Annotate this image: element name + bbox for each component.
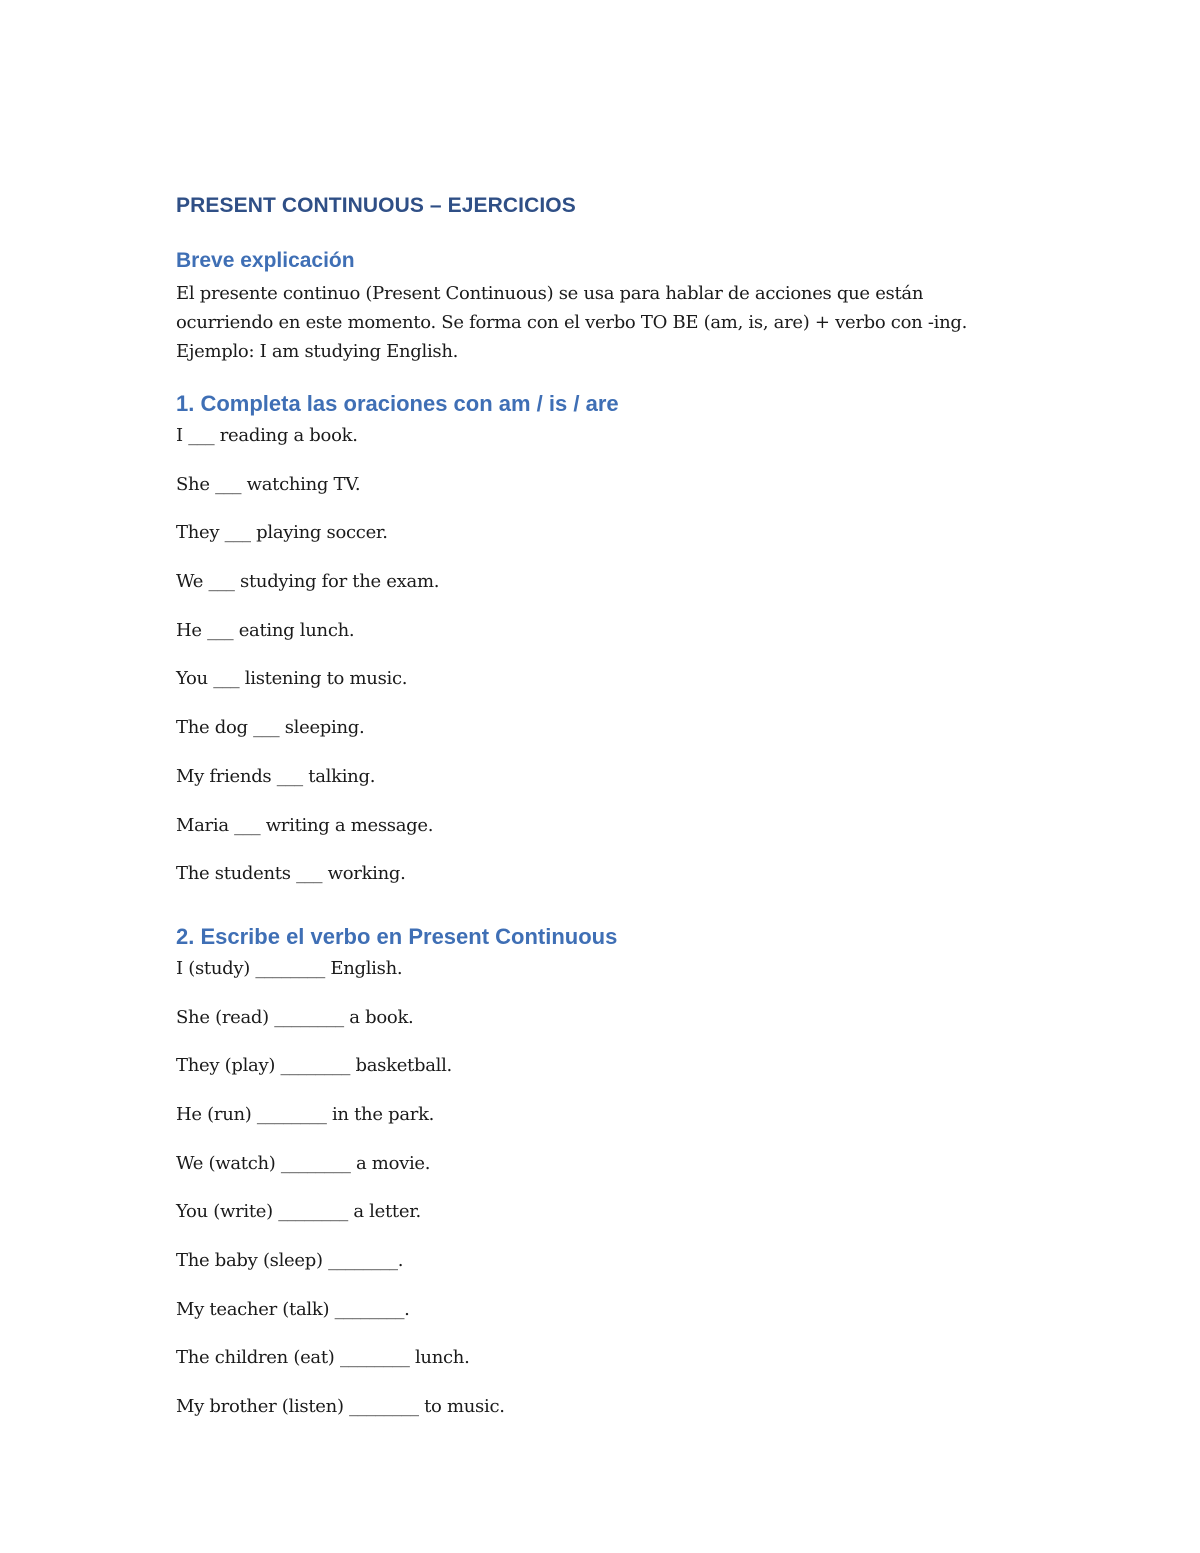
exercise-item: My friends ___ talking. — [176, 765, 376, 787]
intro-line: Ejemplo: I am studying English. — [176, 341, 459, 362]
exercise-item: The children (eat) ________ lunch. — [176, 1347, 470, 1369]
section-1-heading: 1. Completa las oraciones con am / is / are — [176, 391, 619, 416]
intro-line: ocurriendo en este momento. Se forma con el verbo TO BE (am, is, are) + verbo con -ing. — [176, 312, 968, 333]
document-page — [176, 190, 1006, 1440]
section-2-heading: 2. Escribe el verbo en Present Continuous — [176, 923, 618, 949]
section-1-list — [176, 420, 1006, 907]
intro-paragraph — [176, 279, 1006, 366]
exercise-item: They (play) ________ basketball. — [176, 1055, 452, 1077]
exercise-item: You (write) ________ a letter. — [176, 1201, 421, 1223]
exercise-item: She (read) ________ a book. — [176, 1006, 414, 1028]
exercise-item: You ___ listening to music. — [176, 668, 408, 690]
section-2-list — [176, 953, 1006, 1440]
exercise-item: The dog ___ sleeping. — [176, 717, 365, 739]
exercise-item: She ___ watching TV. — [176, 473, 361, 495]
exercise-item: I ___ reading a book. — [176, 425, 358, 446]
intro-heading: Breve explicación — [176, 249, 355, 272]
exercise-item: The students ___ working. — [176, 863, 406, 885]
exercise-item: My brother (listen) ________ to music. — [176, 1396, 505, 1418]
exercise-item: He ___ eating lunch. — [176, 619, 355, 641]
exercise-item: We (watch) ________ a movie. — [176, 1152, 431, 1174]
intro-line: El presente continuo (Present Continuous) se usa para hablar de acciones que están — [176, 283, 924, 304]
exercise-item: He (run) ________ in the park. — [176, 1103, 435, 1125]
exercise-item: They ___ playing soccer. — [176, 522, 388, 544]
exercise-item: Maria ___ writing a message. — [176, 814, 434, 836]
exercise-item: We ___ studying for the exam. — [176, 571, 440, 593]
exercise-item: The baby (sleep) ________. — [176, 1250, 404, 1271]
exercise-item: I (study) ________ English. — [176, 957, 403, 979]
exercise-item: My teacher (talk) ________. — [176, 1298, 410, 1320]
document-title: PRESENT CONTINUOUS – EJERCICIOS — [176, 194, 576, 217]
